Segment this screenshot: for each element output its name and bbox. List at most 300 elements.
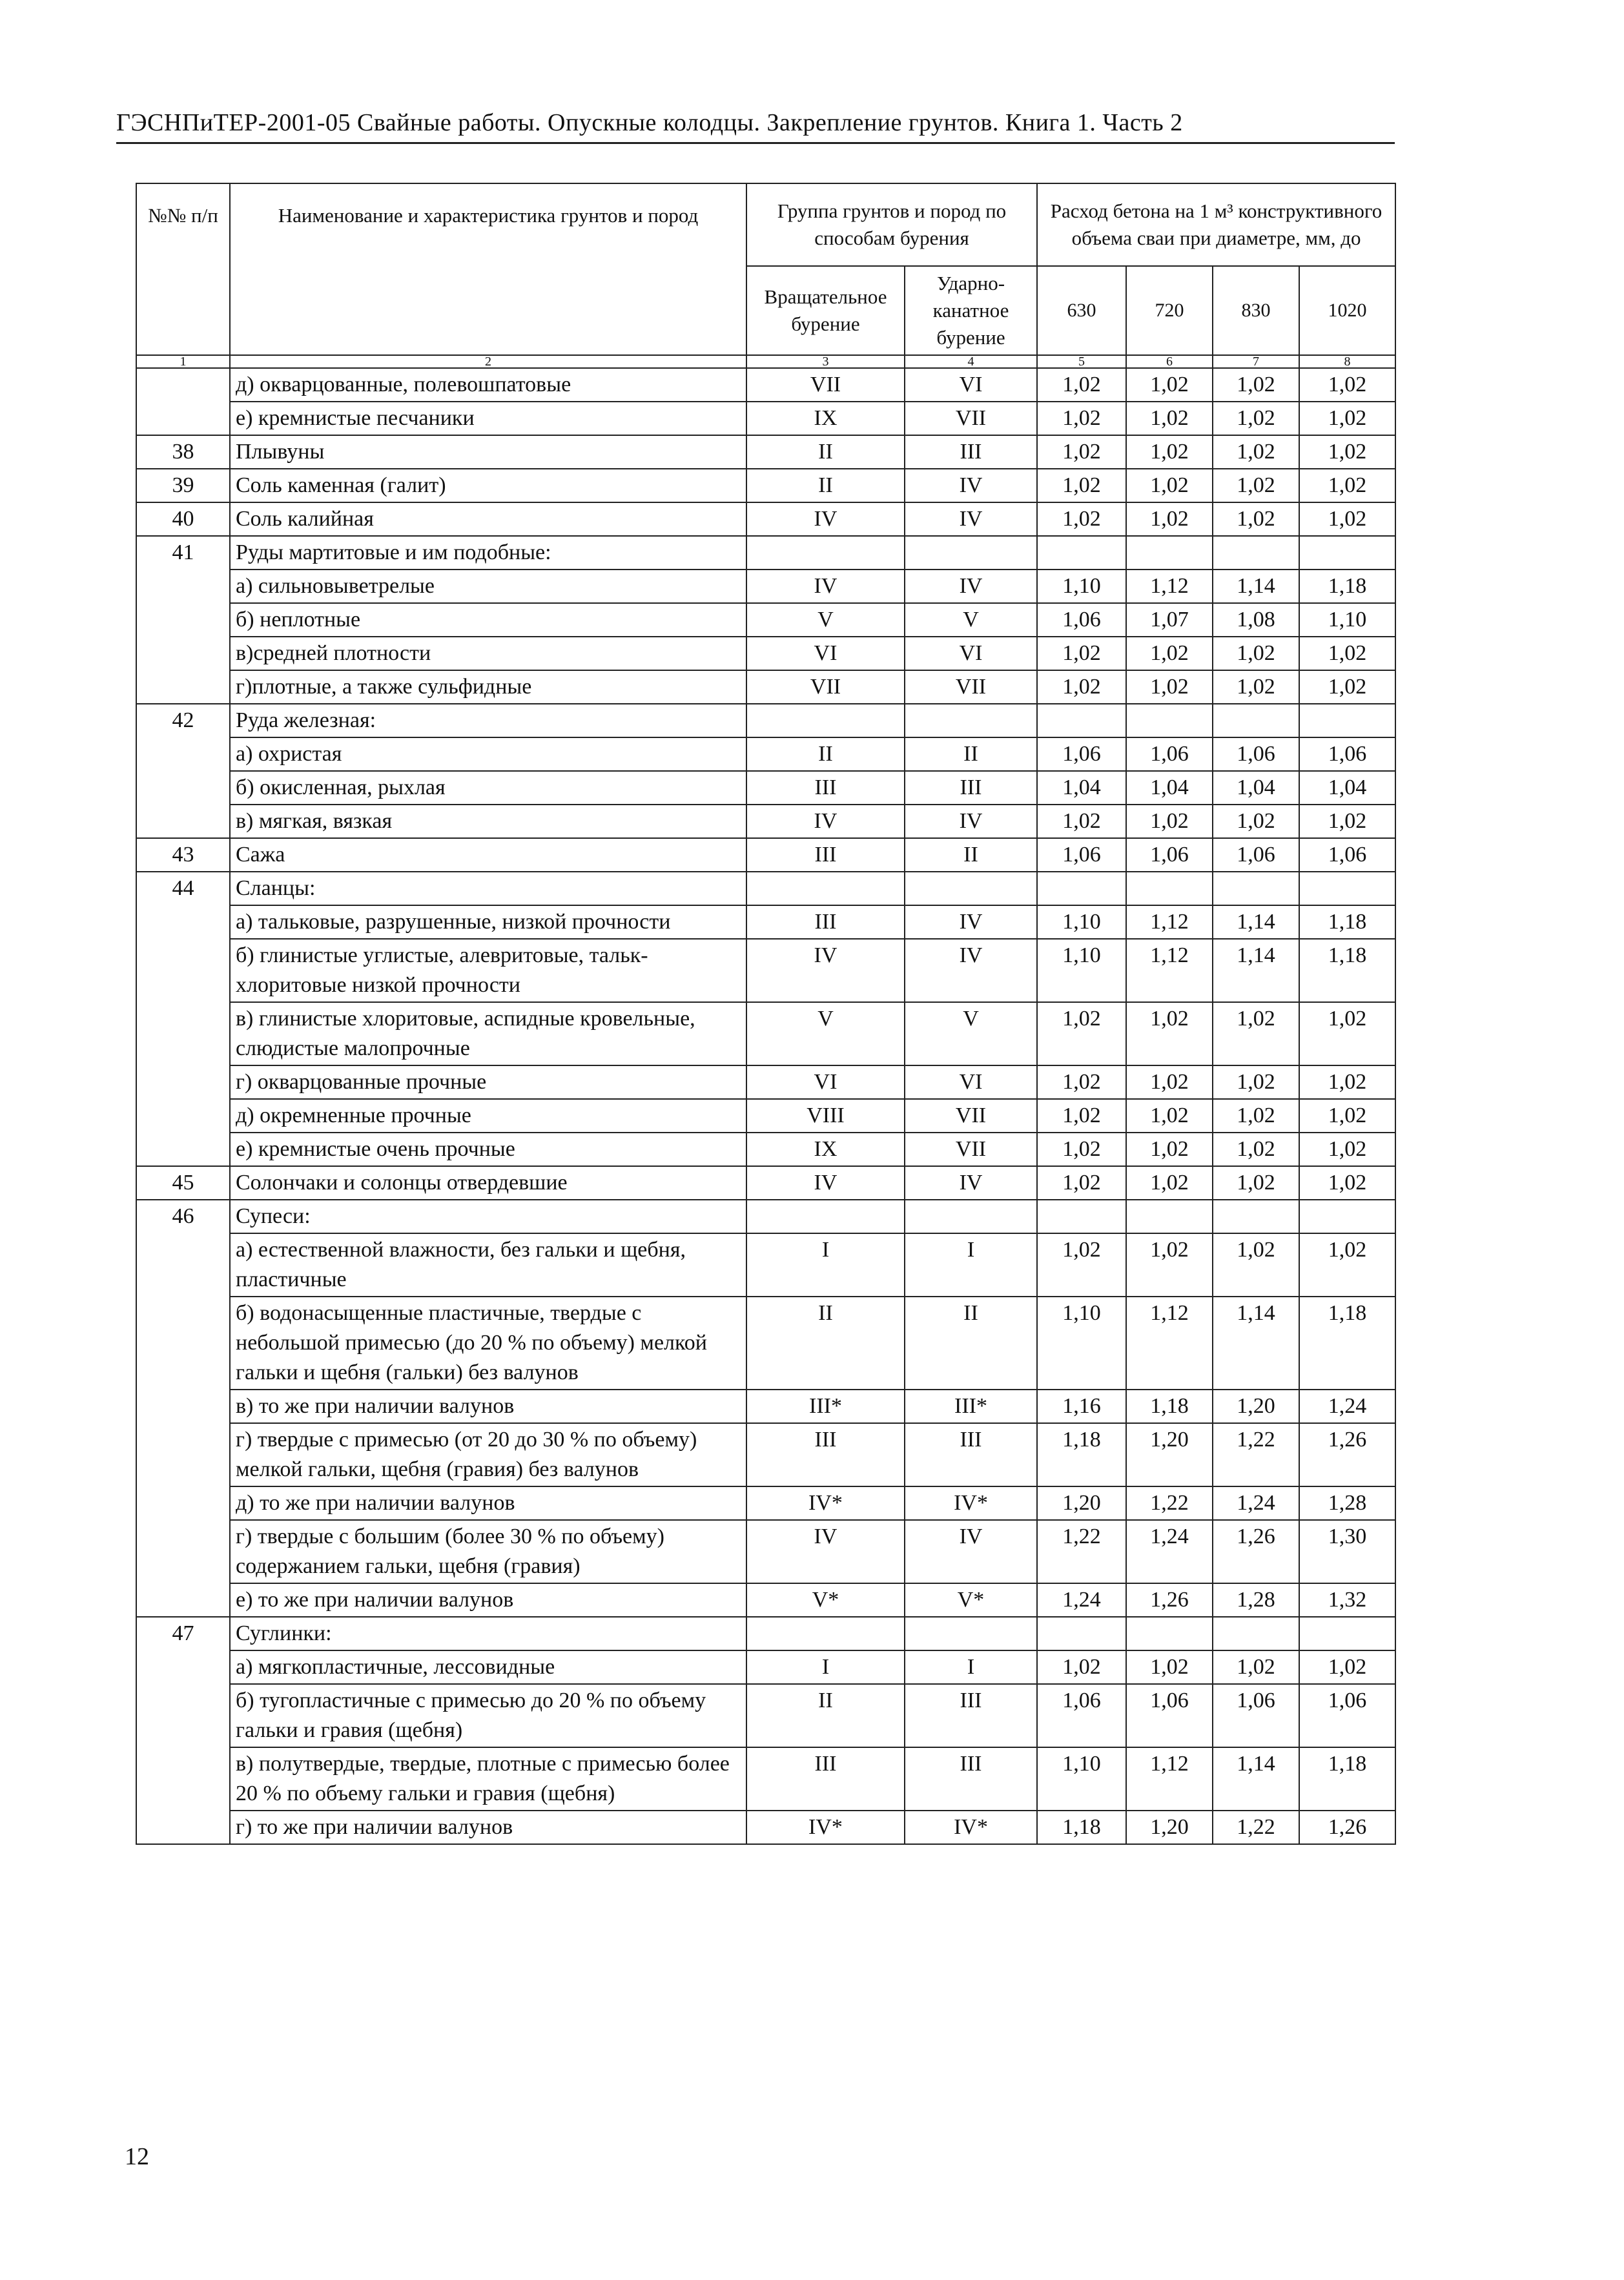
value-d720: 1,02 <box>1126 637 1213 670</box>
group-rotary: VI <box>746 637 905 670</box>
group-percussion: IV <box>905 805 1037 838</box>
soil-name: Руда железная: <box>230 704 746 737</box>
value-d720: 1,24 <box>1126 1520 1213 1583</box>
running-header: ГЭСНПиТЕР-2001-05 Свайные работы. Опускные колодцы. Закрепление грунтов. Книга 1. Часть 2 <box>116 109 1183 136</box>
value-d720 <box>1126 536 1213 570</box>
value-d1020 <box>1299 536 1395 570</box>
value-d1020 <box>1299 1617 1395 1650</box>
value-d630: 1,10 <box>1037 570 1126 603</box>
soil-name: а) мягкопластичные, лессовидные <box>230 1650 746 1684</box>
row-number <box>136 1133 230 1166</box>
value-d630: 1,02 <box>1037 670 1126 704</box>
row-number <box>136 368 230 402</box>
group-rotary: III* <box>746 1390 905 1423</box>
group-rotary: III <box>746 838 905 872</box>
value-d630: 1,10 <box>1037 1297 1126 1390</box>
value-d720: 1,02 <box>1126 1002 1213 1065</box>
value-d830: 1,02 <box>1213 402 1299 435</box>
value-d830: 1,02 <box>1213 1099 1299 1133</box>
group-percussion: VII <box>905 1133 1037 1166</box>
value-d720: 1,02 <box>1126 469 1213 502</box>
value-d630: 1,02 <box>1037 1065 1126 1099</box>
value-d720: 1,02 <box>1126 1065 1213 1099</box>
value-d1020: 1,02 <box>1299 670 1395 704</box>
value-d830: 1,02 <box>1213 502 1299 536</box>
row-number <box>136 939 230 1002</box>
group-percussion: III <box>905 1747 1037 1811</box>
value-d630: 1,02 <box>1037 402 1126 435</box>
value-d630: 1,18 <box>1037 1811 1126 1844</box>
table-row <box>136 1390 1395 1423</box>
value-d630: 1,02 <box>1037 435 1126 469</box>
value-d630: 1,02 <box>1037 805 1126 838</box>
value-d830: 1,02 <box>1213 637 1299 670</box>
soil-name: б) водонасыщенные пластичные, твердые с небольшой примесью (до 20 % по объему) мелкой гальки и щебня (гальки) без валунов <box>230 1297 746 1390</box>
col-header-d1020: 1020 <box>1299 266 1395 355</box>
col-header-d830: 830 <box>1213 266 1299 355</box>
soil-name: Соль каменная (галит) <box>230 469 746 502</box>
value-d830: 1,02 <box>1213 1133 1299 1166</box>
group-percussion: VII <box>905 670 1037 704</box>
value-d1020: 1,04 <box>1299 771 1395 805</box>
value-d1020: 1,24 <box>1299 1390 1395 1423</box>
value-d630: 1,16 <box>1037 1390 1126 1423</box>
soil-table <box>136 183 1396 1845</box>
value-d720: 1,04 <box>1126 771 1213 805</box>
group-rotary: VII <box>746 670 905 704</box>
group-percussion <box>905 1200 1037 1233</box>
value-d830: 1,08 <box>1213 603 1299 637</box>
table-row <box>136 1520 1395 1583</box>
value-d720: 1,12 <box>1126 1297 1213 1390</box>
soil-name: в) мягкая, вязкая <box>230 805 746 838</box>
value-d630: 1,10 <box>1037 1747 1126 1811</box>
row-number: 46 <box>136 1200 230 1233</box>
value-d720: 1,02 <box>1126 805 1213 838</box>
value-d630: 1,02 <box>1037 1133 1126 1166</box>
value-d830: 1,06 <box>1213 1684 1299 1747</box>
table-row <box>136 570 1395 603</box>
value-d1020: 1,02 <box>1299 1002 1395 1065</box>
table-row <box>136 670 1395 704</box>
value-d630: 1,02 <box>1037 1166 1126 1200</box>
row-number: 45 <box>136 1166 230 1200</box>
group-percussion: VI <box>905 368 1037 402</box>
table-row <box>136 1233 1395 1297</box>
table-row <box>136 838 1395 872</box>
value-d630: 1,18 <box>1037 1423 1126 1486</box>
group-percussion: V* <box>905 1583 1037 1617</box>
value-d830: 1,02 <box>1213 1065 1299 1099</box>
group-percussion: VII <box>905 1099 1037 1133</box>
value-d630: 1,02 <box>1037 502 1126 536</box>
soil-name: г) твердые с большим (более 30 % по объему) содержанием гальки, щебня (гравия) <box>230 1520 746 1583</box>
group-rotary: II <box>746 1684 905 1747</box>
group-rotary: III <box>746 1423 905 1486</box>
soil-name: б) глинистые углистые, алевритовые, тальк-хлоритовые низкой прочности <box>230 939 746 1002</box>
row-number <box>136 1297 230 1390</box>
soil-name: в) глинистые хлоритовые, аспидные кровельные, слюдистые малопрочные <box>230 1002 746 1065</box>
value-d1020 <box>1299 704 1395 737</box>
value-d630: 1,10 <box>1037 939 1126 1002</box>
row-number: 41 <box>136 536 230 570</box>
table-row <box>136 1297 1395 1390</box>
table-row <box>136 402 1395 435</box>
group-percussion: I <box>905 1650 1037 1684</box>
group-percussion: IV <box>905 570 1037 603</box>
value-d830 <box>1213 1200 1299 1233</box>
value-d1020: 1,06 <box>1299 1684 1395 1747</box>
row-number <box>136 1486 230 1520</box>
value-d1020: 1,02 <box>1299 1233 1395 1297</box>
table-row <box>136 1684 1395 1747</box>
value-d720: 1,06 <box>1126 737 1213 771</box>
row-number <box>136 737 230 771</box>
group-percussion: VII <box>905 402 1037 435</box>
value-d630: 1,10 <box>1037 905 1126 939</box>
soil-name: г)плотные, а также сульфидные <box>230 670 746 704</box>
col-header-rotary: Вращательное бурение <box>746 266 905 355</box>
value-d1020: 1,06 <box>1299 838 1395 872</box>
col-header-consumption: Расход бетона на 1 м³ конструктивного объема сваи при диаметре, мм, до <box>1037 183 1395 266</box>
table-row <box>136 1166 1395 1200</box>
value-d830: 1,02 <box>1213 670 1299 704</box>
group-rotary: IV <box>746 570 905 603</box>
value-d830 <box>1213 704 1299 737</box>
value-d720: 1,20 <box>1126 1423 1213 1486</box>
value-d830: 1,14 <box>1213 1747 1299 1811</box>
value-d830 <box>1213 1617 1299 1650</box>
value-d720 <box>1126 1200 1213 1233</box>
value-d720: 1,07 <box>1126 603 1213 637</box>
value-d720: 1,20 <box>1126 1811 1213 1844</box>
value-d1020: 1,02 <box>1299 1065 1395 1099</box>
value-d830: 1,22 <box>1213 1811 1299 1844</box>
table-row <box>136 771 1395 805</box>
row-number <box>136 1390 230 1423</box>
group-percussion <box>905 704 1037 737</box>
value-d830: 1,02 <box>1213 469 1299 502</box>
group-percussion: II <box>905 838 1037 872</box>
table-row <box>136 1486 1395 1520</box>
soil-name: в) то же при наличии валунов <box>230 1390 746 1423</box>
soil-name: е) кремнистые очень прочные <box>230 1133 746 1166</box>
table-row <box>136 368 1395 402</box>
row-number <box>136 1520 230 1583</box>
value-d720: 1,02 <box>1126 435 1213 469</box>
value-d720: 1,12 <box>1126 570 1213 603</box>
group-rotary: III <box>746 771 905 805</box>
table-row <box>136 1811 1395 1844</box>
group-percussion: II <box>905 1297 1037 1390</box>
value-d830: 1,02 <box>1213 1233 1299 1297</box>
group-rotary: IV <box>746 1520 905 1583</box>
col-number: 7 <box>1213 355 1299 368</box>
row-number <box>136 670 230 704</box>
soil-name: в) полутвердые, твердые, плотные с примесью более 20 % по объему гальки и гравия (щебня) <box>230 1747 746 1811</box>
table-row <box>136 603 1395 637</box>
group-rotary: III <box>746 1747 905 1811</box>
soil-name: д) то же при наличии валунов <box>230 1486 746 1520</box>
value-d630 <box>1037 1200 1126 1233</box>
value-d1020: 1,02 <box>1299 1650 1395 1684</box>
value-d830 <box>1213 536 1299 570</box>
value-d630: 1,06 <box>1037 1684 1126 1747</box>
value-d830: 1,28 <box>1213 1583 1299 1617</box>
table-row <box>136 905 1395 939</box>
group-percussion: III <box>905 1684 1037 1747</box>
group-rotary: VI <box>746 1065 905 1099</box>
group-percussion: IV* <box>905 1486 1037 1520</box>
group-percussion: VI <box>905 1065 1037 1099</box>
value-d830: 1,04 <box>1213 771 1299 805</box>
value-d720: 1,02 <box>1126 1650 1213 1684</box>
table-row <box>136 536 1395 570</box>
value-d630: 1,02 <box>1037 1002 1126 1065</box>
table-row <box>136 502 1395 536</box>
group-rotary: V <box>746 1002 905 1065</box>
value-d1020: 1,02 <box>1299 1099 1395 1133</box>
group-percussion: IV <box>905 502 1037 536</box>
table-row <box>136 469 1395 502</box>
value-d720: 1,02 <box>1126 1099 1213 1133</box>
value-d830 <box>1213 872 1299 905</box>
value-d720: 1,06 <box>1126 1684 1213 1747</box>
group-percussion: II <box>905 737 1037 771</box>
row-number: 42 <box>136 704 230 737</box>
soil-name: Сажа <box>230 838 746 872</box>
group-rotary: IV <box>746 1166 905 1200</box>
group-rotary: IV* <box>746 1486 905 1520</box>
value-d830: 1,02 <box>1213 1650 1299 1684</box>
value-d1020: 1,02 <box>1299 1166 1395 1200</box>
soil-name: Солончаки и солонцы отвердевшие <box>230 1166 746 1200</box>
value-d720: 1,26 <box>1126 1583 1213 1617</box>
value-d630: 1,02 <box>1037 637 1126 670</box>
page-number: 12 <box>125 2143 149 2170</box>
row-number <box>136 771 230 805</box>
soil-name: г) твердые с примесью (от 20 до 30 % по объему) мелкой гальки, щебня (гравия) без валунов <box>230 1423 746 1486</box>
value-d630 <box>1037 872 1126 905</box>
group-rotary: I <box>746 1233 905 1297</box>
soil-name: Соль калийная <box>230 502 746 536</box>
soil-name: а) сильновыветрелые <box>230 570 746 603</box>
value-d630: 1,02 <box>1037 368 1126 402</box>
value-d720 <box>1126 1617 1213 1650</box>
col-number: 6 <box>1126 355 1213 368</box>
group-percussion: IV* <box>905 1811 1037 1844</box>
soil-name: г) то же при наличии валунов <box>230 1811 746 1844</box>
group-rotary <box>746 872 905 905</box>
group-percussion: III <box>905 771 1037 805</box>
value-d720: 1,12 <box>1126 1747 1213 1811</box>
value-d830: 1,02 <box>1213 1166 1299 1200</box>
value-d630: 1,06 <box>1037 737 1126 771</box>
row-number <box>136 603 230 637</box>
group-rotary: V* <box>746 1583 905 1617</box>
table-row <box>136 805 1395 838</box>
value-d1020: 1,10 <box>1299 603 1395 637</box>
group-percussion: V <box>905 1002 1037 1065</box>
group-rotary: II <box>746 469 905 502</box>
row-number: 40 <box>136 502 230 536</box>
soil-name: Сланцы: <box>230 872 746 905</box>
row-number <box>136 805 230 838</box>
soil-name: д) окремненные прочные <box>230 1099 746 1133</box>
group-percussion: I <box>905 1233 1037 1297</box>
value-d630: 1,02 <box>1037 469 1126 502</box>
row-number <box>136 402 230 435</box>
row-number: 44 <box>136 872 230 905</box>
soil-name: а) охристая <box>230 737 746 771</box>
value-d630: 1,06 <box>1037 603 1126 637</box>
value-d1020: 1,02 <box>1299 502 1395 536</box>
group-percussion: III <box>905 1423 1037 1486</box>
group-rotary: IV <box>746 502 905 536</box>
header-rule <box>116 142 1395 144</box>
value-d830: 1,14 <box>1213 905 1299 939</box>
col-header-num: №№ п/п <box>136 183 230 355</box>
row-number <box>136 1684 230 1747</box>
soil-name: а) тальковые, разрушенные, низкой прочности <box>230 905 746 939</box>
table-row <box>136 1200 1395 1233</box>
group-percussion: V <box>905 603 1037 637</box>
group-rotary <box>746 704 905 737</box>
value-d830: 1,02 <box>1213 435 1299 469</box>
soil-name: б) тугопластичные с примесью до 20 % по объему гальки и гравия (щебня) <box>230 1684 746 1747</box>
row-number <box>136 570 230 603</box>
row-number: 39 <box>136 469 230 502</box>
soil-name: в)средней плотности <box>230 637 746 670</box>
table-row <box>136 939 1395 1002</box>
col-header-percussion: Ударно-канатное бурение <box>905 266 1037 355</box>
group-rotary: VII <box>746 368 905 402</box>
value-d1020: 1,28 <box>1299 1486 1395 1520</box>
row-number: 38 <box>136 435 230 469</box>
group-rotary: II <box>746 435 905 469</box>
value-d830: 1,06 <box>1213 838 1299 872</box>
group-percussion: IV <box>905 1166 1037 1200</box>
value-d630: 1,20 <box>1037 1486 1126 1520</box>
row-number <box>136 1099 230 1133</box>
group-rotary: II <box>746 737 905 771</box>
group-rotary: IX <box>746 402 905 435</box>
table-row <box>136 1099 1395 1133</box>
col-number: 1 <box>136 355 230 368</box>
table-row <box>136 637 1395 670</box>
value-d630: 1,24 <box>1037 1583 1126 1617</box>
value-d1020: 1,26 <box>1299 1423 1395 1486</box>
value-d1020: 1,18 <box>1299 905 1395 939</box>
group-percussion: VI <box>905 637 1037 670</box>
group-rotary: IV <box>746 805 905 838</box>
soil-name: д) окварцованные, полевошпатовые <box>230 368 746 402</box>
soil-name: Плывуны <box>230 435 746 469</box>
col-header-d720: 720 <box>1126 266 1213 355</box>
value-d720: 1,02 <box>1126 670 1213 704</box>
value-d720 <box>1126 704 1213 737</box>
row-number <box>136 637 230 670</box>
value-d1020: 1,02 <box>1299 469 1395 502</box>
group-rotary: V <box>746 603 905 637</box>
value-d1020 <box>1299 872 1395 905</box>
group-rotary <box>746 1617 905 1650</box>
value-d720: 1,02 <box>1126 1166 1213 1200</box>
value-d1020: 1,18 <box>1299 1747 1395 1811</box>
row-number <box>136 1811 230 1844</box>
col-header-group: Группа грунтов и пород по способам бурения <box>746 183 1037 266</box>
col-number: 4 <box>905 355 1037 368</box>
value-d630 <box>1037 536 1126 570</box>
value-d630 <box>1037 1617 1126 1650</box>
table-body <box>136 368 1395 1844</box>
value-d720: 1,02 <box>1126 502 1213 536</box>
soil-name: г) окварцованные прочные <box>230 1065 746 1099</box>
table-row <box>136 1650 1395 1684</box>
row-number: 47 <box>136 1617 230 1650</box>
soil-name: б) неплотные <box>230 603 746 637</box>
value-d720: 1,18 <box>1126 1390 1213 1423</box>
group-rotary: III <box>746 905 905 939</box>
value-d720: 1,02 <box>1126 368 1213 402</box>
col-number: 5 <box>1037 355 1126 368</box>
soil-name: е) то же при наличии валунов <box>230 1583 746 1617</box>
value-d1020: 1,32 <box>1299 1583 1395 1617</box>
group-rotary: IV* <box>746 1811 905 1844</box>
value-d630: 1,02 <box>1037 1650 1126 1684</box>
value-d1020: 1,06 <box>1299 737 1395 771</box>
value-d630: 1,06 <box>1037 838 1126 872</box>
value-d1020: 1,18 <box>1299 1297 1395 1390</box>
value-d830: 1,14 <box>1213 1297 1299 1390</box>
table-row <box>136 1133 1395 1166</box>
table-row <box>136 1747 1395 1811</box>
soil-name: Супеси: <box>230 1200 746 1233</box>
group-percussion <box>905 872 1037 905</box>
group-rotary: I <box>746 1650 905 1684</box>
table-row <box>136 737 1395 771</box>
value-d830: 1,02 <box>1213 1002 1299 1065</box>
soil-name: Суглинки: <box>230 1617 746 1650</box>
value-d830: 1,26 <box>1213 1520 1299 1583</box>
group-percussion: IV <box>905 469 1037 502</box>
value-d830: 1,20 <box>1213 1390 1299 1423</box>
value-d1020: 1,18 <box>1299 570 1395 603</box>
table-row <box>136 1583 1395 1617</box>
group-rotary: II <box>746 1297 905 1390</box>
value-d1020: 1,02 <box>1299 368 1395 402</box>
col-number: 3 <box>746 355 905 368</box>
value-d1020: 1,18 <box>1299 939 1395 1002</box>
value-d1020: 1,02 <box>1299 435 1395 469</box>
col-number: 2 <box>230 355 746 368</box>
value-d630: 1,04 <box>1037 771 1126 805</box>
group-rotary: IX <box>746 1133 905 1166</box>
group-percussion: III* <box>905 1390 1037 1423</box>
table-row <box>136 704 1395 737</box>
value-d1020: 1,02 <box>1299 402 1395 435</box>
soil-name: б) окисленная, рыхлая <box>230 771 746 805</box>
value-d720: 1,12 <box>1126 939 1213 1002</box>
row-number <box>136 905 230 939</box>
value-d1020: 1,30 <box>1299 1520 1395 1583</box>
value-d720: 1,02 <box>1126 1133 1213 1166</box>
value-d630 <box>1037 704 1126 737</box>
value-d830: 1,06 <box>1213 737 1299 771</box>
row-number <box>136 1233 230 1297</box>
table-row <box>136 1617 1395 1650</box>
group-rotary: IV <box>746 939 905 1002</box>
